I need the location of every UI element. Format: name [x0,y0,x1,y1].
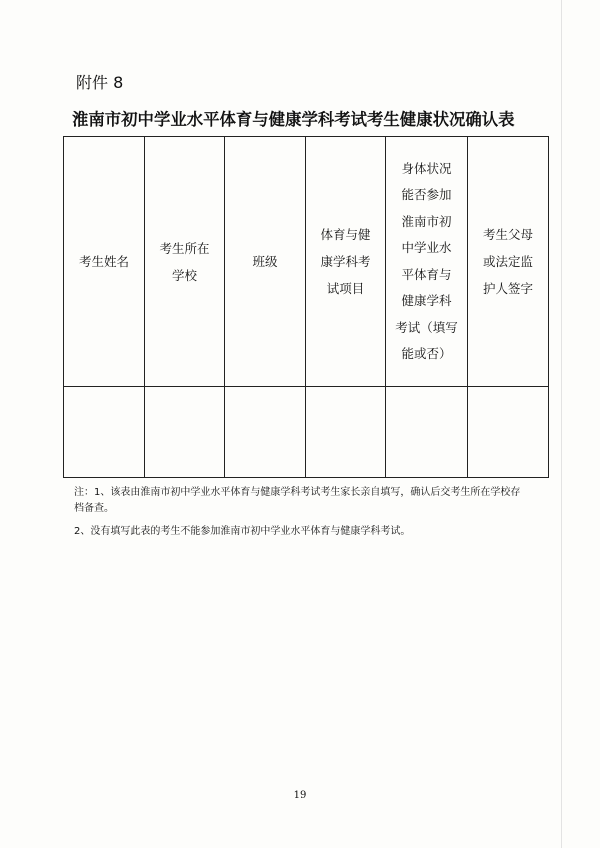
header-school [145,137,225,387]
header-guardian-signature-line-2: 或法定监 [482,254,533,269]
header-health-status-line-2: 能否参加 [401,187,452,202]
header-exam-items-line-3: 试项目 [326,281,365,296]
note-1 [74,485,554,517]
header-health-status-line-3: 淮南市初 [401,213,452,229]
header-school-line-1: 考生所在 [159,240,210,256]
header-school-label [159,235,209,289]
note-2: 2、没有填写此表的考生不能参加淮南市初中学业水平体育与健康学科考试。 [74,526,411,537]
header-guardian-signature-line-3: 护人签字 [482,281,533,296]
notes-section [74,485,554,540]
header-health-status [386,137,468,387]
header-health-status-line-1: 身体状况 [401,160,452,176]
cell-health-status[interactable] [386,387,468,478]
header-health-status-line-8: 能或否） [401,346,452,361]
header-health-status-line-5: 平体育与 [401,266,452,282]
header-health-status-line-4: 中学业水 [401,240,452,255]
header-exam-items-label [320,221,370,302]
cell-class[interactable] [225,387,306,478]
header-health-status-line-6: 健康学科 [401,293,452,308]
header-student-name-label: 考生姓名 [78,254,129,269]
cell-school[interactable] [145,387,225,478]
header-guardian-signature-line-1: 考生父母 [482,227,533,242]
header-health-status-line-7: 考试（填写 [395,319,458,335]
cell-guardian-signature[interactable] [468,387,549,478]
header-exam-items-line-2: 康学科考 [320,254,371,269]
page-number: 19 [293,790,307,801]
header-exam-items-line-1: 体育与健 [320,227,371,242]
header-guardian-signature [468,137,549,387]
table-row [64,387,549,478]
header-exam-items [306,137,386,387]
page-fold-line [561,0,562,848]
header-health-status-label [395,156,458,368]
cell-student-name[interactable] [64,387,145,478]
header-class-label: 班级 [252,254,278,269]
cell-exam-items[interactable] [306,387,386,478]
note-1-line-2: 档备查。 [74,503,114,514]
document-title: 淮南市初中学业水平体育与健康学科考试考生健康状况确认表 [72,110,515,129]
header-school-line-2: 学校 [171,267,197,283]
health-confirmation-table [63,136,549,478]
attachment-label: 附件 8 [76,73,124,92]
header-student-name [64,137,145,387]
table-header-row [64,137,549,387]
note-1-line-1: 注：1、该表由淮南市初中学业水平体育与健康学科考试考生家长亲自填写，确认后交考生所在学校存 [74,487,521,498]
header-guardian-signature-label [483,221,533,302]
header-class [225,137,306,387]
